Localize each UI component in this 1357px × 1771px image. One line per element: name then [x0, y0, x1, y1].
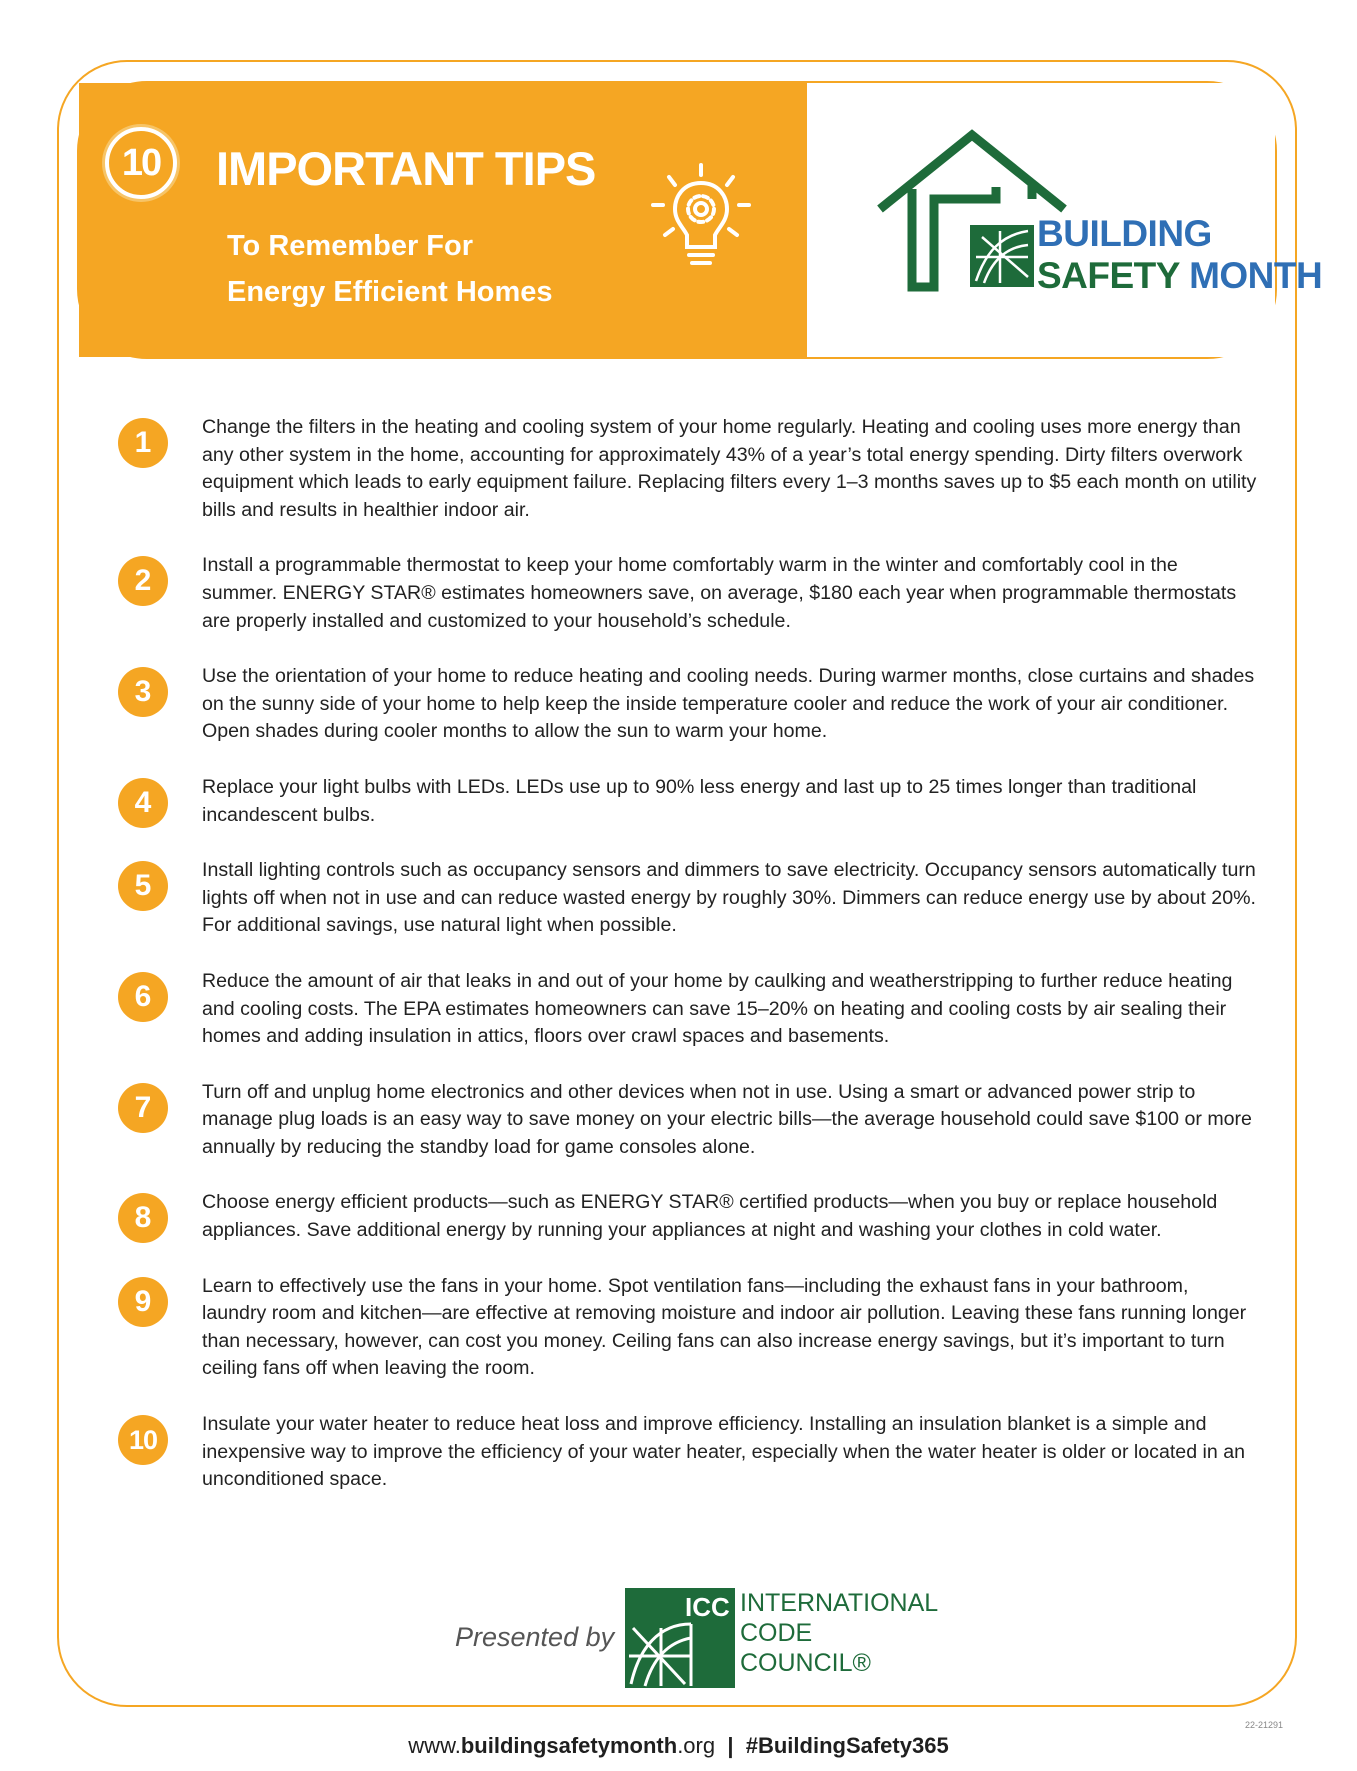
bsm-logo-month: MONTH — [1189, 255, 1323, 296]
tips-list — [118, 414, 1258, 1522]
tip-item — [118, 968, 1258, 1051]
tip-item — [118, 552, 1258, 635]
icc-logo-icon — [625, 1588, 735, 1688]
tip-text: Learn to effectively use the fans in your home. Spot ventilation fans—including the exhaust fans in your bathroom, laundry room and kitchen—are effective at removing moisture and indoor air pollution. Leaving these fans running longer than necessary, however, can cost you money. Ceiling fans can also increase energy savings, but it’s important to turn ceiling fans off when leaving the room. — [202, 1274, 1247, 1380]
bsm-logo-line-1: BUILDING — [1037, 213, 1212, 254]
icc-abbrev: ICC — [685, 1592, 730, 1622]
tip-number-badge: 3 — [118, 667, 168, 717]
tip-text: Turn off and unplug home electronics and other devices when not in use. Using a smart or advanced power strip to manage plug loads is an easy way to save money on your electric bills—the average household could save $100 or more annually by reducing the standby load for game consoles alone. — [202, 1080, 1252, 1158]
tip-item — [118, 1189, 1258, 1244]
icc-name-line-1: INTERNATIONAL — [740, 1589, 939, 1617]
subtitle-line-1: To Remember For — [227, 230, 474, 262]
tip-number-badge: 6 — [118, 972, 168, 1022]
header-orange-panel — [79, 83, 807, 357]
subtitle-line-2: Energy Efficient Homes — [227, 276, 553, 308]
tip-text: Reduce the amount of air that leaks in and out of your home by caulking and weatherstripping to further reduce heating and cooling costs. The EPA estimates homeowners can save 15–20% on heating and cooling costs by air sealing their homes and adding insulation in attics, floors over crawl spaces and basements. — [202, 969, 1233, 1048]
tip-text: Replace your light bulbs with LEDs. LEDs use up to 90% less energy and last up to 25 times longer than traditional incandescent bulbs. — [202, 775, 1197, 826]
presented-by-label: Presented by — [455, 1622, 615, 1652]
header-logo-panel — [807, 83, 1323, 357]
icc-name-line-2: CODE — [740, 1619, 813, 1647]
presented-by — [455, 1588, 939, 1688]
page-title: IMPORTANT TIPS — [216, 142, 596, 195]
tip-text: Choose energy efficient products—such as ENERGY STAR® certified products—when you buy or replace household appliances. Save additional energy by running your appliances at night and washing your clothes in cold water. — [202, 1191, 1218, 1242]
tip-item — [118, 857, 1258, 940]
tip-text: Install lighting controls such as occupancy sensors and dimmers to save electricity. Occupancy sensors automatically turn lights off when not in use and can reduce wasted energy by roughly 30%. Dimmers can reduce energy use by about 20%. For additional savings, use natural light when possible. — [202, 859, 1256, 937]
tip-number-badge: 5 — [118, 861, 168, 911]
tip-text: Install a programmable thermostat to keep your home comfortably warm in the winter and comfortably cool in the summer. ENERGY STAR® estimates homeowners save, on average, $180 each year when programmable thermostats are properly installed and customized to your household’s schedule. — [202, 554, 1237, 632]
tip-item — [118, 663, 1258, 746]
footer-separator: | — [727, 1733, 734, 1758]
header-banner — [77, 81, 1323, 359]
ten-badge: 10 — [105, 127, 177, 199]
tip-item — [118, 1079, 1258, 1162]
tip-number-badge: 7 — [118, 1083, 168, 1133]
footer-url-prefix: www. — [408, 1733, 461, 1758]
icc-name-line-3: COUNCIL® — [740, 1649, 871, 1677]
tip-number-badge: 4 — [118, 778, 168, 828]
tip-item — [118, 1273, 1258, 1383]
footer-url-suffix: .org — [677, 1733, 716, 1758]
bsm-logo-text — [1037, 213, 1322, 297]
lightbulb-gear-icon — [651, 163, 751, 293]
tip-item — [118, 1411, 1258, 1494]
tip-number-badge: 2 — [118, 556, 168, 606]
tip-item — [118, 774, 1258, 829]
footer-url[interactable] — [408, 1733, 715, 1758]
tip-text: Use the orientation of your home to reduce heating and cooling needs. During warmer months, close curtains and shades on the sunny side of your home to help keep the inside temperature cooler and reduce the work of your air conditioner. Open shades during cooler months to allow the sun to warm your home. — [202, 665, 1255, 743]
footer-hashtag: #BuildingSafety365 — [745, 1733, 949, 1758]
tip-number-badge: 8 — [118, 1193, 168, 1243]
tip-number-badge: 1 — [118, 418, 168, 468]
tip-item — [118, 414, 1258, 524]
tip-number-badge: 10 — [118, 1415, 168, 1465]
tip-text: Change the filters in the heating and cooling system of your home regularly. Heating and cooling uses more energy than any other system in the home, accounting for approximately 43% of a year’s total energy spending. Dirty filters overwork equipment which leads to early equipment failure. Replacing filters every 1–3 months saves up to $5 each month on utility bills and results in healthier indoor air. — [202, 416, 1257, 521]
bsm-logo-safety: SAFETY — [1037, 255, 1180, 296]
tip-text: Insulate your water heater to reduce heat loss and improve efficiency. Installing an insulation blanket is a simple and inexpensive way to improve the efficiency of your water heater, especially when the water heater is older or located in an unconditioned space. — [202, 1413, 1246, 1491]
tip-number-badge: 9 — [118, 1277, 168, 1327]
document-code: 22-21291 — [1245, 1720, 1284, 1730]
footer-url-domain: buildingsafetymonth — [460, 1733, 678, 1758]
icc-name — [740, 1588, 938, 1678]
footer — [0, 1733, 1357, 1759]
page-subtitle — [227, 223, 687, 315]
